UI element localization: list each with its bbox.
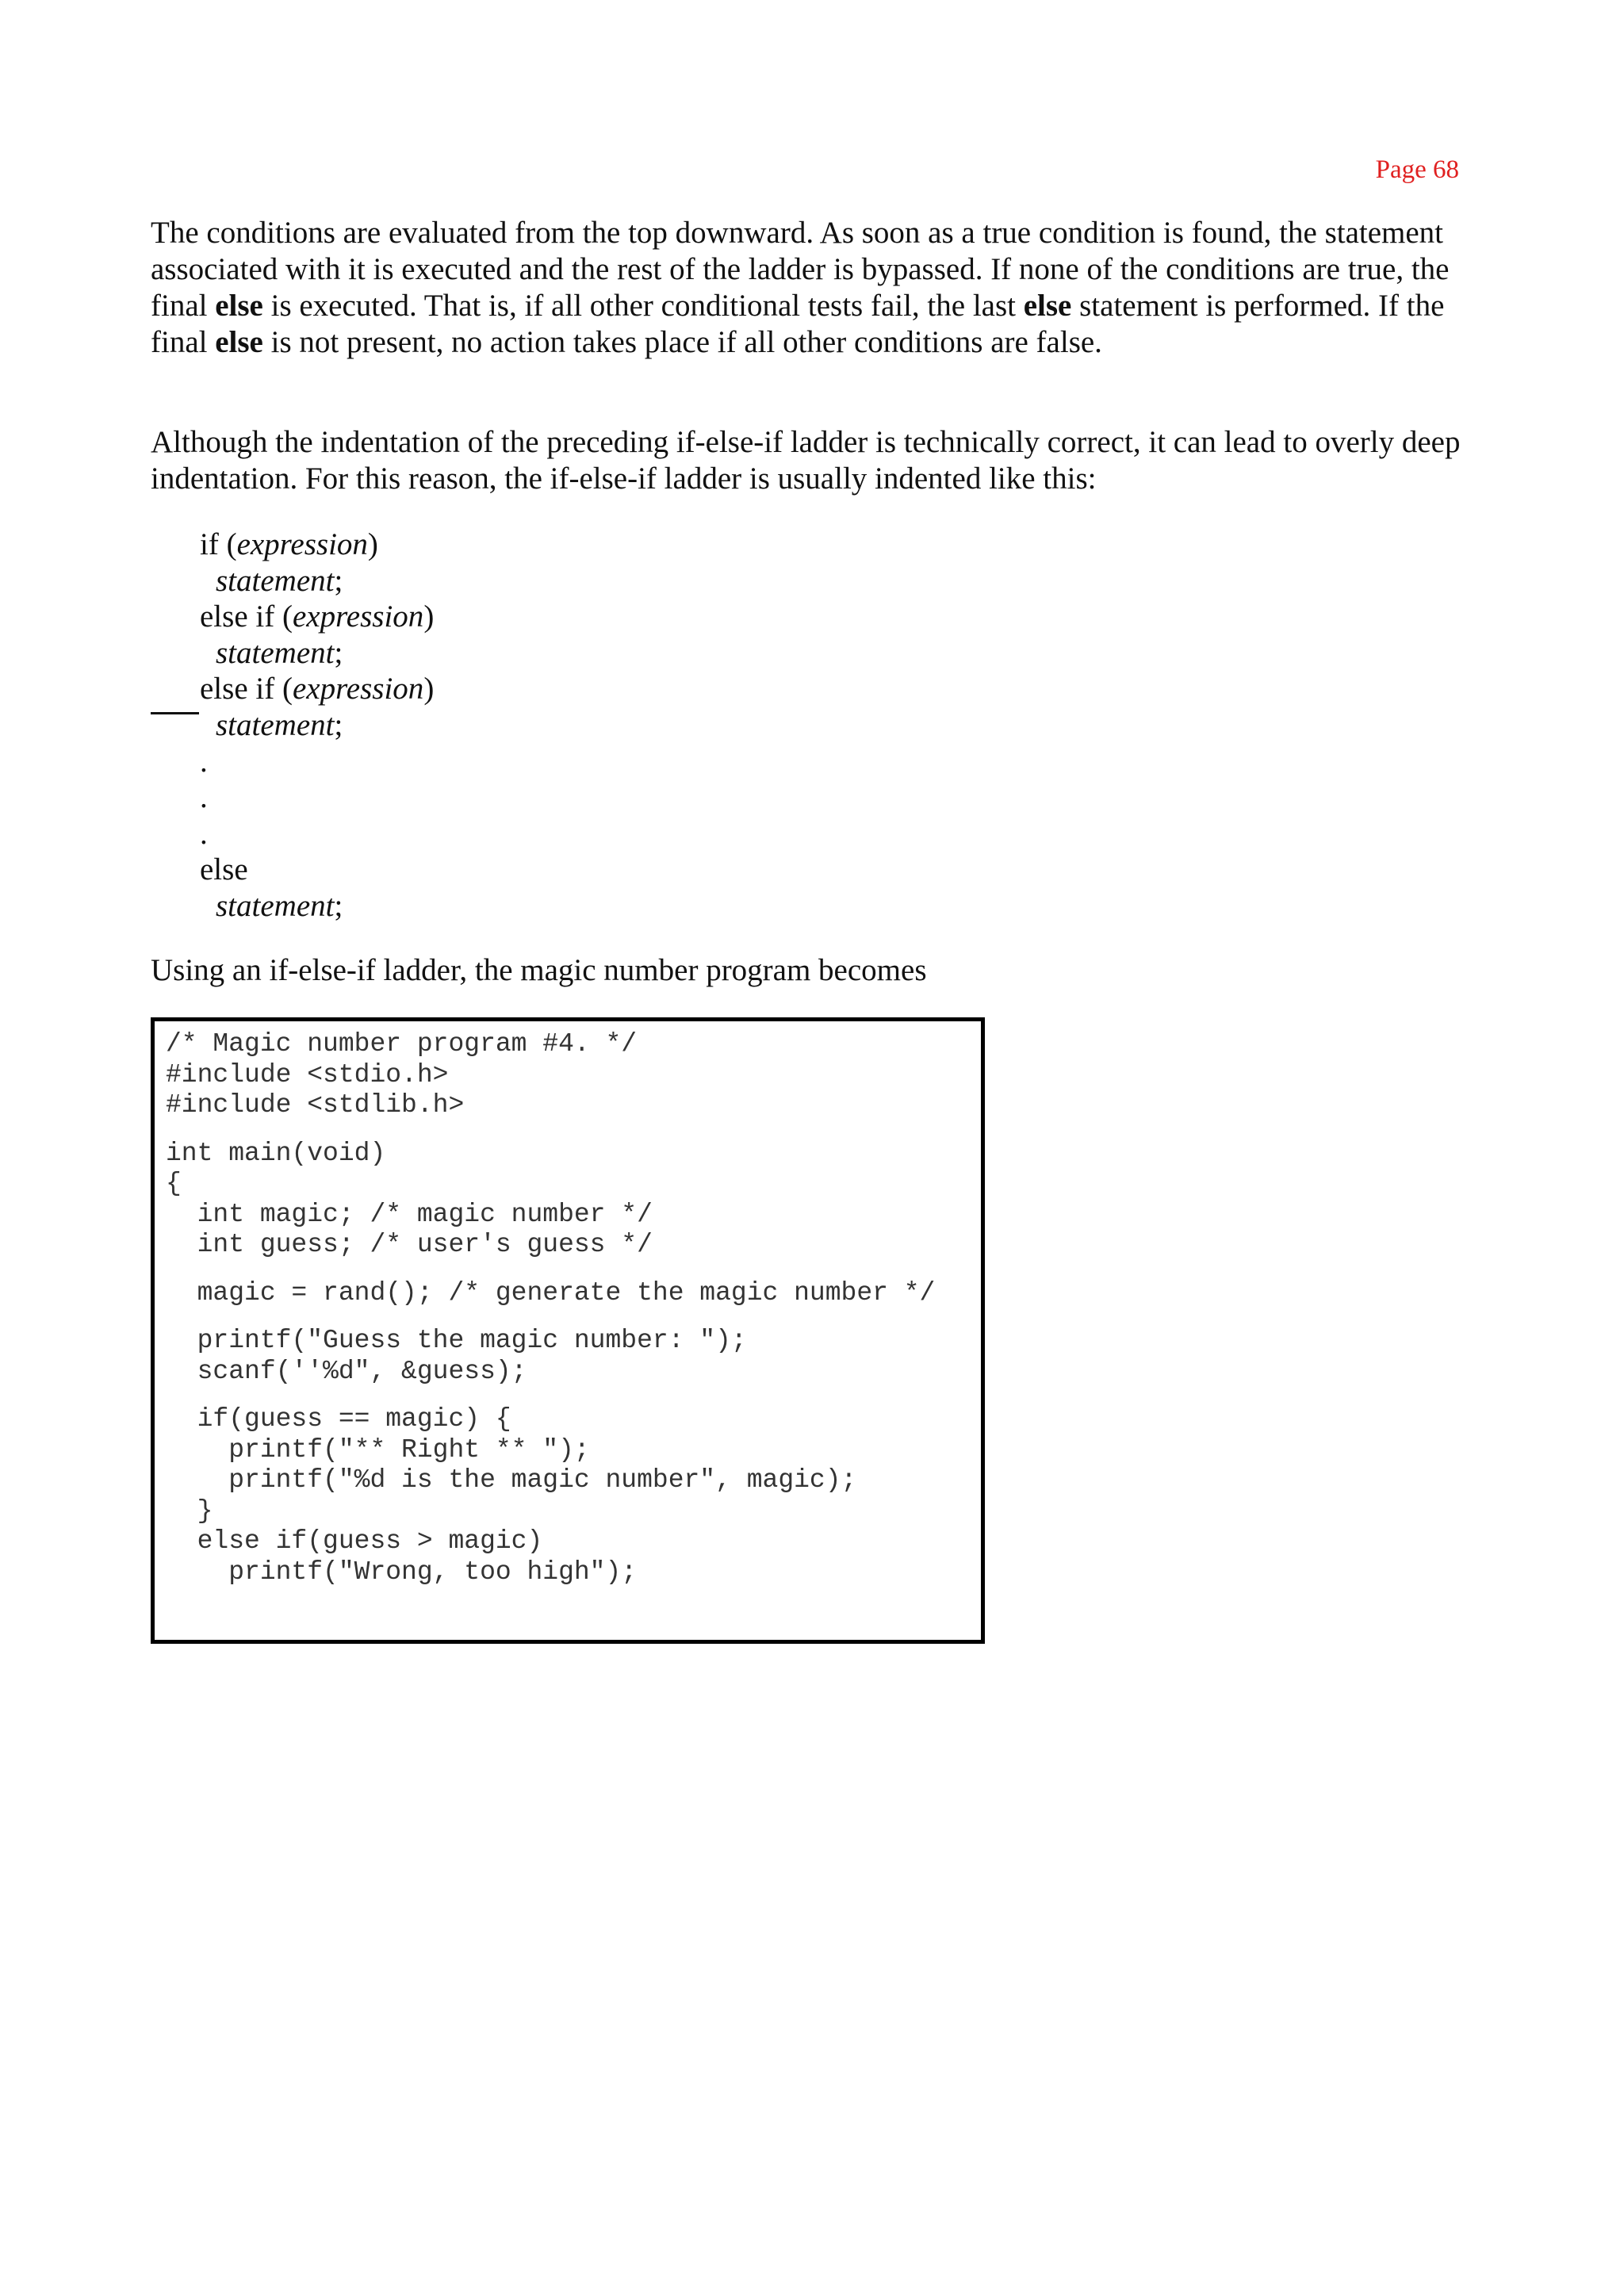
code-listing — [166, 1029, 935, 1587]
ladder-ellipsis-dot: . — [200, 744, 208, 779]
ladder-line: else — [200, 852, 248, 887]
code-line: magic = rand(); /* generate the magic number */ — [166, 1277, 936, 1308]
code-line: printf("Guess the magic number: "); — [166, 1326, 747, 1355]
code-line: #include <stdlib.h> — [166, 1090, 465, 1120]
code-line: scanf(''%d", &guess); — [166, 1356, 527, 1386]
code-line: int magic; /* magic number */ — [166, 1199, 653, 1229]
keyword-else: else — [215, 325, 263, 359]
paragraph-text-segment: statement is performed. If the final — [151, 289, 1445, 359]
code-line: else if(guess > magic) — [166, 1526, 543, 1556]
ladder-line: statement; — [216, 888, 343, 923]
ladder-line: else if (expression) — [200, 599, 435, 634]
keyword-else: else — [215, 289, 263, 323]
ladder-line: statement; — [216, 563, 343, 598]
ladder-line: statement; — [216, 707, 343, 742]
code-line: /* Magic number program #4. */ — [166, 1029, 638, 1059]
keyword-else: else — [1023, 289, 1072, 323]
code-line: printf("** Right ** "); — [166, 1434, 590, 1465]
code-blank-line — [166, 1308, 935, 1326]
code-line: int main(void) — [166, 1138, 386, 1168]
ladder-ellipsis-dot: . — [200, 816, 208, 851]
ladder-line: statement; — [216, 635, 343, 670]
ladder-line: else if (expression) — [200, 672, 435, 707]
code-line: { — [166, 1169, 182, 1198]
code-blank-line — [166, 1261, 935, 1278]
ladder-ellipsis-dot: . — [200, 780, 208, 815]
code-line: int guess; /* user's guess */ — [166, 1230, 653, 1259]
ladder-line: if (expression) — [200, 527, 378, 561]
code-blank-line — [166, 1387, 935, 1404]
code-line: if(guess == magic) { — [166, 1404, 511, 1434]
code-listing-box — [151, 1017, 985, 1644]
paragraph-indentation: Although the indentation of the preceding if-else-if ladder is technically correct, it can lead to overly deep indentation. For this reason, the if-else-if ladder is usually indented like this: — [151, 425, 1461, 496]
page-number: Page 68 — [1375, 155, 1459, 184]
margin-mark — [151, 712, 199, 714]
if-else-if-ladder-syntax — [200, 527, 434, 925]
paragraph-text-segment: The conditions are evaluated from the top downward. As soon as a true condition is found, the statement associated with it is executed and the rest of the ladder is bypassed. If none of the conditions are true, the final — [151, 216, 1450, 323]
paragraph-text-segment: is executed. That is, if all other conditional tests fail, the last — [262, 289, 1024, 323]
code-line: } — [166, 1496, 213, 1526]
paragraph-program-intro: Using an if-else-if ladder, the magic number program becomes — [151, 953, 927, 987]
paragraph-ladder-evaluation — [151, 215, 1467, 361]
paragraph-text-segment: is not present, no action takes place if all other conditions are false. — [262, 325, 1102, 359]
code-line: printf("%d is the magic number", magic); — [166, 1465, 857, 1495]
code-line: #include <stdio.h> — [166, 1059, 449, 1090]
code-line: printf("Wrong, too high"); — [166, 1557, 638, 1587]
code-blank-line — [166, 1121, 935, 1139]
